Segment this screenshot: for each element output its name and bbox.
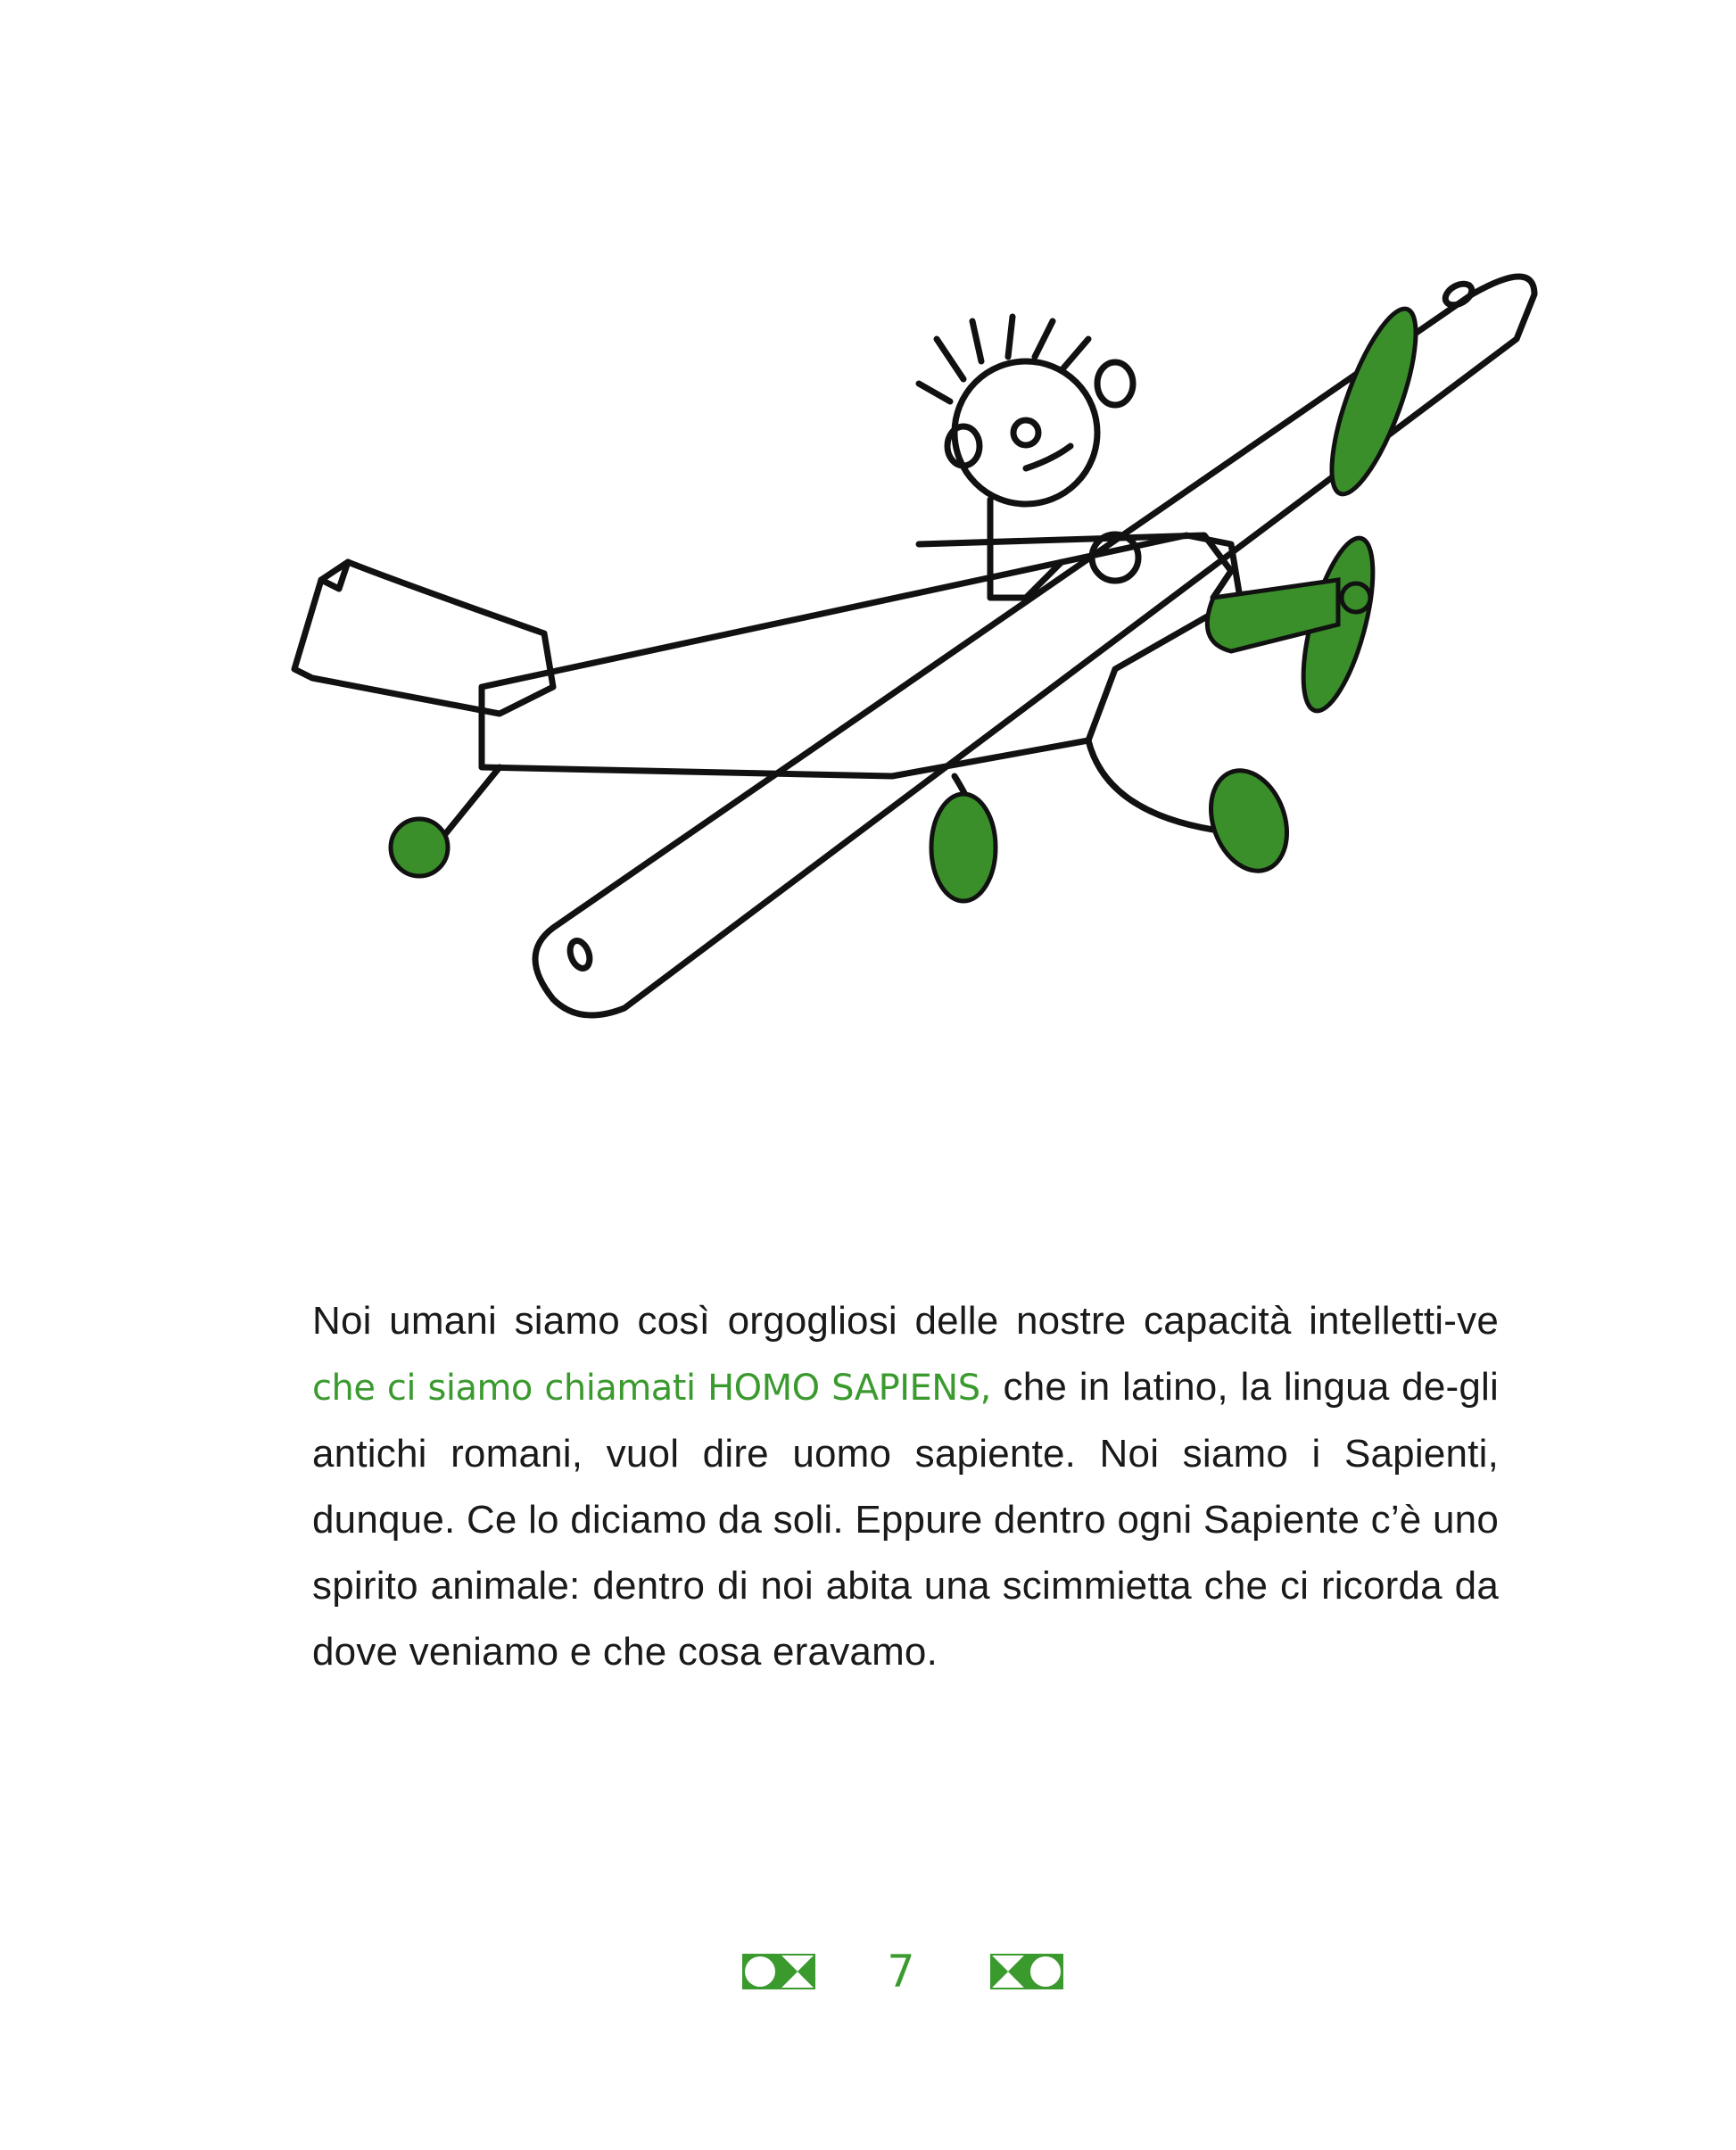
- paragraph-part1: Noi umani siamo così orgogliosi delle nostre capacità intelletti-ve: [312, 1299, 1499, 1343]
- fuselage: [482, 535, 1240, 776]
- page-number: 7: [887, 1946, 915, 1997]
- page-footer: [0, 1947, 1736, 2000]
- paragraph-part2: che in latino, la lingua de-gli antichi romani, vuol dire uomo sapiente. Noi siamo i Sapienti, dunque. Ce lo diciamo da soli. Eppure dentro ogni Sapiente c’è uno spirito animale: dentro di noi abita una scimmietta che ci ricorda da dove veniamo e che cosa eravamo.: [312, 1365, 1499, 1674]
- tail-wheel: [391, 819, 448, 876]
- paragraph-highlight: che ci siamo chiamati HOMO SAPIENS,: [312, 1368, 991, 1409]
- ornament-right-icon: [990, 1954, 1063, 1989]
- ornament-left-icon: [742, 1954, 815, 1989]
- left-wheel: [931, 794, 996, 901]
- airplane-illustration: [285, 241, 1552, 1062]
- wing-hole-top: [1442, 279, 1476, 309]
- propeller-blade-top: [1315, 300, 1433, 502]
- right-wheel: [1198, 760, 1301, 881]
- wing-hole-bottom: [566, 939, 593, 972]
- body-paragraph: [312, 1288, 1499, 1685]
